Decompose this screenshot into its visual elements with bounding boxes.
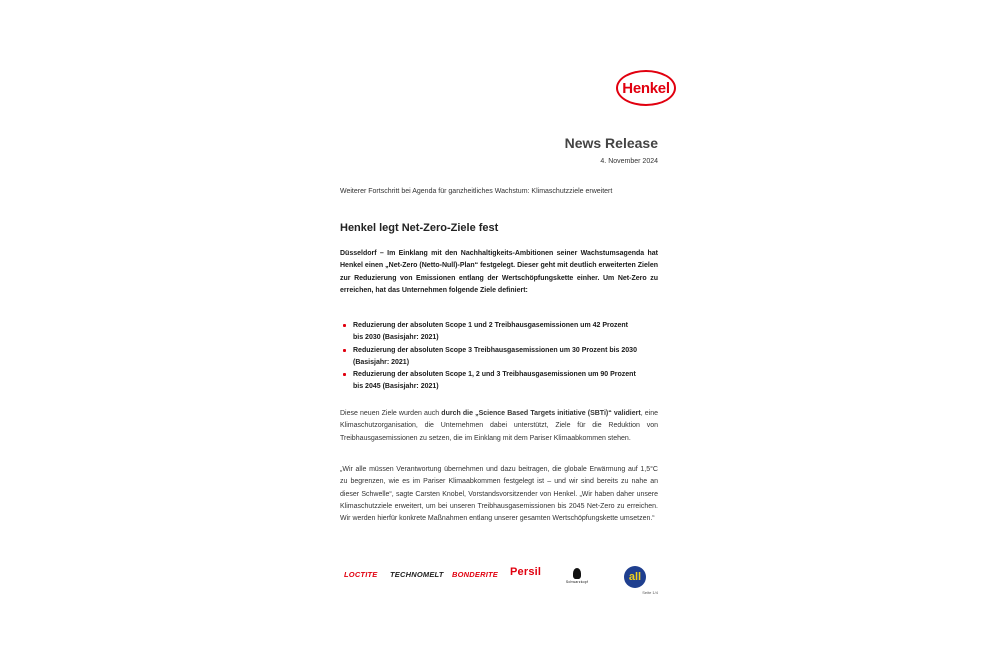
sbti-paragraph xyxy=(340,408,658,445)
goal-item xyxy=(340,320,640,345)
technomelt-logo: TECHNOMELT xyxy=(390,570,444,579)
schwarzkopf-silhouette-icon xyxy=(573,568,581,579)
goal-text: Reduzierung der absoluten Scope 3 Treibhausgasemissionen um 30 Prozent bis 2030 (Basisjahr: 2021) xyxy=(353,346,637,366)
brand-logos xyxy=(340,566,658,588)
bullet-icon xyxy=(343,349,346,352)
goal-text: Reduzierung der absoluten Scope 1 und 2 Treibhausgasemissionen um 42 Prozent bis 2030 (Basisjahr: 2021) xyxy=(353,322,629,342)
goal-item xyxy=(340,345,640,370)
release-date: 4. November 2024 xyxy=(600,158,658,165)
bonderite-logo: BONDERITE xyxy=(452,570,498,579)
bullet-icon xyxy=(343,373,346,376)
schwarzkopf-logo xyxy=(562,568,592,584)
all-logo xyxy=(624,566,646,588)
press-release-page xyxy=(318,50,682,610)
sbti-text-bold: durch die „Science Based Targets initiative (SBTi)“ validiert xyxy=(441,410,641,417)
goals-list xyxy=(340,320,640,394)
headline: Henkel legt Net-Zero-Ziele fest xyxy=(340,222,499,234)
all-logo-text: all xyxy=(628,571,642,583)
sbti-text-after: , eine Klimaschutzorganisation, die Unternehmen dabei unterstützt, Ziele für die Reduktion von Treibhausgasemissionen zu setzen, die im Einklang mit dem Pariser Klimaabkommen stehen. xyxy=(340,410,658,442)
quote-paragraph: „Wir alle müssen Verantwortung übernehmen und dazu beitragen, die globale Erwärmung auf 1,5°C zu begrenzen, wie es im Pariser Klimaabkommen festgelegt ist – und wir sind bereits zu nahe an dieser Schwelle“, sagte Carsten Knobel, Vorstandsvorsitzender von Henkel. „Wir haben daher unsere Klimaschutzziele erweitert, um bei unseren Treibhausgasemissionen bis 2045 Net-Zero zu erreichen. Wir werden hierfür konkrete Maßnahmen entlang unserer gesamten Wertschöpfungskette umsetzen.“ xyxy=(340,466,658,523)
goal-item xyxy=(340,369,640,394)
goal-text: Reduzierung der absoluten Scope 1, 2 und 3 Treibhausgasemissionen um 90 Prozent bis 2045 (Basisjahr: 2021) xyxy=(353,371,636,391)
schwarzkopf-label: Schwarzkopf xyxy=(565,580,589,584)
bullet-icon xyxy=(343,324,346,327)
sbti-text-before: Diese neuen Ziele wurden auch xyxy=(340,410,442,417)
news-release-title: News Release xyxy=(564,135,658,151)
henkel-logo xyxy=(616,70,676,106)
lead-paragraph: Düsseldorf – Im Einklang mit den Nachhaltigkeits-Ambitionen seiner Wachstumsagenda hat Henkel einen „Net-Zero (Netto-Null)-Plan“ festgelegt. Dieser geht mit deutlich erweiterten Zielen zur Reduzierung von Emissionen entlang der Wertschöpfungskette einher. Um Net-Zero zu erreichen, hat das Unternehmen folgende Ziele definiert: xyxy=(340,250,658,294)
henkel-logo-text: Henkel xyxy=(622,79,670,97)
subline: Weiterer Fortschritt bei Agenda für ganzheitliches Wachstum: Klimaschutzziele erweitert xyxy=(340,188,613,195)
page-number: Seite 1/4 xyxy=(642,590,658,595)
persil-logo: Persil xyxy=(510,566,542,578)
loctite-logo: LOCTITE xyxy=(344,570,378,579)
